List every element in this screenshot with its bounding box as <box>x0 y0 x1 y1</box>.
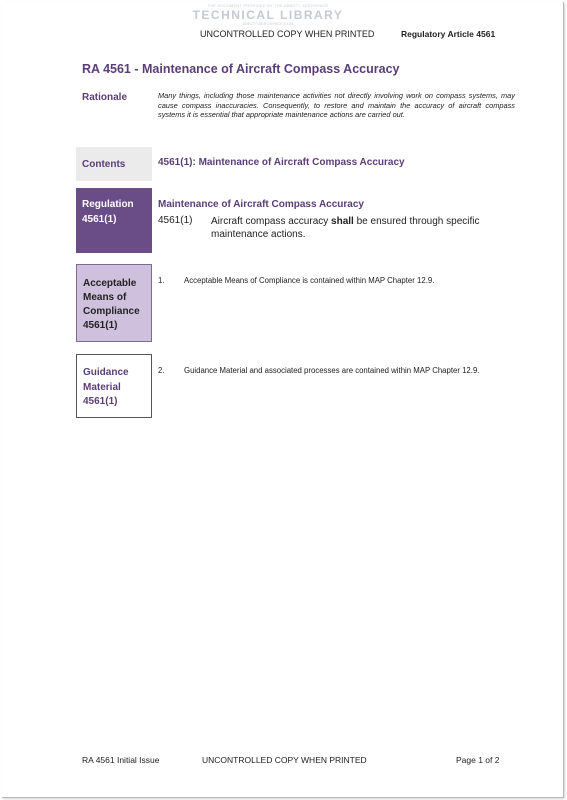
amc-label-line2: Means of <box>83 292 127 303</box>
watermark-top-text: THE DOCUMENT PROVIDED BY THE ABBOTT AEROSPACE <box>207 3 329 8</box>
regulation-text-end: be ensured through specific maintenance actions. <box>211 216 480 240</box>
rationale-label: Rationale <box>82 92 128 103</box>
regulation-number: 4561(1) <box>158 215 193 226</box>
amc-box <box>76 264 152 342</box>
watermark-main-text: TECHNICAL LIBRARY <box>192 8 344 22</box>
amc-paragraph-number: 1. <box>158 276 165 285</box>
gm-label-line1: Guidance <box>83 367 129 378</box>
header-article-number: Regulatory Article 4561 <box>401 29 496 39</box>
gm-number-label: 4561(1) <box>83 396 118 407</box>
amc-label-line1: Acceptable <box>83 278 137 289</box>
contents-box <box>76 147 152 181</box>
footer-uncontrolled-notice: UNCONTROLLED COPY WHEN PRINTED <box>202 755 367 765</box>
rationale-text: Many things, including those maintenance activities not directly involving work on compass systems, may cause compass inaccuracies. Consequently, to restore and maintain the accuracy of aircraft compass systems it is essential that appropriate maintenance actions are carried out. <box>158 91 515 120</box>
gm-paragraph-number: 2. <box>158 366 165 375</box>
gm-box <box>76 354 152 418</box>
regulation-text-shall: shall <box>331 216 354 227</box>
amc-label-line3: Compliance <box>83 306 140 317</box>
regulation-label: Regulation <box>82 199 134 210</box>
gm-label-line2: Material <box>83 381 121 393</box>
watermark-sub-text: ABBOTTAEROSPACE.COM <box>242 21 294 26</box>
header-uncontrolled-notice: UNCONTROLLED COPY WHEN PRINTED <box>200 29 375 39</box>
regulation-text <box>211 215 521 241</box>
gm-paragraph <box>158 366 518 376</box>
regulation-text-start: Aircraft compass accuracy <box>211 216 332 227</box>
regulation-heading: Maintenance of Aircraft Compass Accuracy <box>158 199 364 210</box>
contents-link[interactable]: 4561(1): Maintenance of Aircraft Compass Accuracy <box>158 157 405 168</box>
amc-paragraph <box>158 276 518 286</box>
library-watermark <box>188 4 348 26</box>
amc-paragraph-text: Acceptable Means of Compliance is contained within MAP Chapter 12.9. <box>184 276 435 285</box>
contents-label: Contents <box>82 159 126 170</box>
footer-issue: RA 4561 Initial Issue <box>82 755 160 765</box>
page-title: RA 4561 - Maintenance of Aircraft Compass Accuracy <box>82 62 400 76</box>
footer-page-number: Page 1 of 2 <box>456 755 500 765</box>
regulation-number-label: 4561(1) <box>82 214 117 225</box>
gm-paragraph-text: Guidance Material and associated processes are contained within MAP Chapter 12.9. <box>184 366 480 375</box>
amc-number-label: 4561(1) <box>83 320 118 331</box>
regulation-box <box>76 188 152 253</box>
